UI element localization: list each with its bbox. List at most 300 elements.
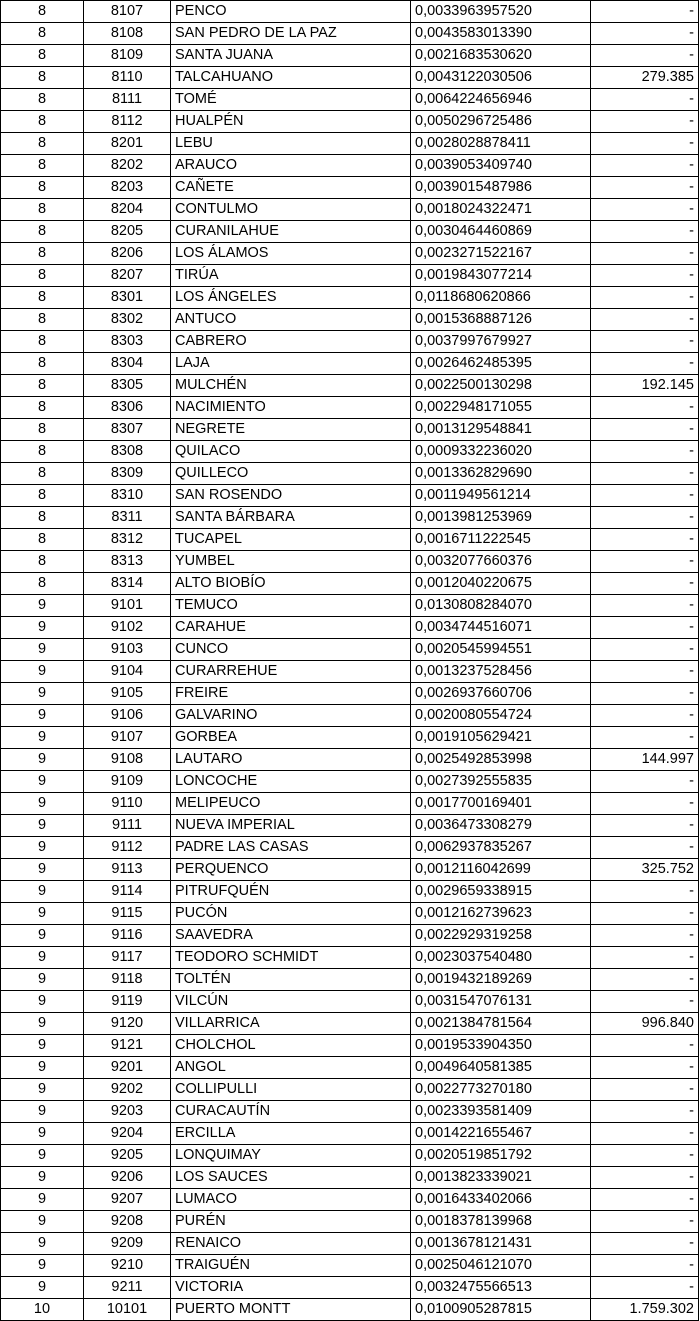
- amount-cell: -: [591, 265, 699, 287]
- coefficient-cell: 0,0036473308279: [411, 815, 591, 837]
- amount-cell: -: [591, 1167, 699, 1189]
- region-cell: 8: [1, 67, 84, 89]
- commune-name-cell: ERCILLA: [171, 1123, 411, 1145]
- commune-code-cell: 9112: [84, 837, 171, 859]
- amount-cell: -: [591, 771, 699, 793]
- commune-code-cell: 8207: [84, 265, 171, 287]
- commune-name-cell: ALTO BIOBÍO: [171, 573, 411, 595]
- region-cell: 8: [1, 551, 84, 573]
- commune-code-cell: 8201: [84, 133, 171, 155]
- table-row: [1, 1123, 699, 1145]
- region-cell: 8: [1, 573, 84, 595]
- commune-name-cell: LONQUIMAY: [171, 1145, 411, 1167]
- coefficient-cell: 0,0022500130298: [411, 375, 591, 397]
- commune-code-cell: 9111: [84, 815, 171, 837]
- region-cell: 8: [1, 353, 84, 375]
- region-cell: 8: [1, 331, 84, 353]
- table-row: [1, 507, 699, 529]
- region-cell: 9: [1, 1057, 84, 1079]
- commune-name-cell: GALVARINO: [171, 705, 411, 727]
- coefficient-cell: 0,0021683530620: [411, 45, 591, 67]
- amount-cell: -: [591, 287, 699, 309]
- table-row: [1, 947, 699, 969]
- commune-name-cell: TRAIGUÉN: [171, 1255, 411, 1277]
- commune-code-cell: 8310: [84, 485, 171, 507]
- commune-code-cell: 9119: [84, 991, 171, 1013]
- commune-code-cell: 9116: [84, 925, 171, 947]
- region-cell: 9: [1, 881, 84, 903]
- region-cell: 9: [1, 1013, 84, 1035]
- amount-cell: -: [591, 331, 699, 353]
- commune-name-cell: LEBU: [171, 133, 411, 155]
- coefficient-cell: 0,0021384781564: [411, 1013, 591, 1035]
- amount-cell: -: [591, 661, 699, 683]
- commune-code-cell: 8108: [84, 23, 171, 45]
- coefficient-cell: 0,0039015487986: [411, 177, 591, 199]
- amount-cell: -: [591, 441, 699, 463]
- commune-name-cell: SANTA BÁRBARA: [171, 507, 411, 529]
- region-cell: 10: [1, 1299, 84, 1321]
- commune-code-cell: 9102: [84, 617, 171, 639]
- commune-name-cell: PUCÓN: [171, 903, 411, 925]
- coefficient-cell: 0,0019533904350: [411, 1035, 591, 1057]
- commune-name-cell: TEMUCO: [171, 595, 411, 617]
- commune-name-cell: PURÉN: [171, 1211, 411, 1233]
- coefficient-cell: 0,0013823339021: [411, 1167, 591, 1189]
- region-cell: 9: [1, 1145, 84, 1167]
- coefficient-cell: 0,0130808284070: [411, 595, 591, 617]
- region-cell: 9: [1, 661, 84, 683]
- region-cell: 9: [1, 639, 84, 661]
- commune-code-cell: 9107: [84, 727, 171, 749]
- amount-cell: -: [591, 573, 699, 595]
- region-cell: 9: [1, 947, 84, 969]
- commune-code-cell: 8305: [84, 375, 171, 397]
- region-cell: 9: [1, 793, 84, 815]
- amount-cell: -: [591, 727, 699, 749]
- commune-code-cell: 9103: [84, 639, 171, 661]
- table-row: [1, 221, 699, 243]
- region-cell: 9: [1, 1079, 84, 1101]
- commune-name-cell: PUERTO MONTT: [171, 1299, 411, 1321]
- table-row: [1, 89, 699, 111]
- commune-code-cell: 9113: [84, 859, 171, 881]
- coefficient-cell: 0,0012040220675: [411, 573, 591, 595]
- commune-code-cell: 8203: [84, 177, 171, 199]
- amount-cell: -: [591, 221, 699, 243]
- amount-cell: -: [591, 23, 699, 45]
- coefficient-cell: 0,0013981253969: [411, 507, 591, 529]
- region-cell: 8: [1, 463, 84, 485]
- region-cell: 8: [1, 199, 84, 221]
- region-cell: 8: [1, 45, 84, 67]
- region-cell: 9: [1, 1211, 84, 1233]
- commune-name-cell: YUMBEL: [171, 551, 411, 573]
- amount-cell: -: [591, 595, 699, 617]
- amount-cell: 279.385: [591, 67, 699, 89]
- coefficient-cell: 0,0037997679927: [411, 331, 591, 353]
- table-row: [1, 925, 699, 947]
- table-row: [1, 243, 699, 265]
- commune-name-cell: NUEVA IMPERIAL: [171, 815, 411, 837]
- commune-code-cell: 9110: [84, 793, 171, 815]
- amount-cell: -: [591, 1079, 699, 1101]
- commune-code-cell: 9205: [84, 1145, 171, 1167]
- commune-code-cell: 9208: [84, 1211, 171, 1233]
- amount-cell: -: [591, 133, 699, 155]
- coefficient-cell: 0,0025492853998: [411, 749, 591, 771]
- table-row: [1, 265, 699, 287]
- region-cell: 9: [1, 771, 84, 793]
- commune-name-cell: PENCO: [171, 1, 411, 23]
- commune-name-cell: GORBEA: [171, 727, 411, 749]
- amount-cell: -: [591, 683, 699, 705]
- commune-code-cell: 9210: [84, 1255, 171, 1277]
- region-cell: 9: [1, 1233, 84, 1255]
- amount-cell: -: [591, 837, 699, 859]
- commune-name-cell: VILCÚN: [171, 991, 411, 1013]
- commune-name-cell: SAN PEDRO DE LA PAZ: [171, 23, 411, 45]
- commune-code-cell: 8308: [84, 441, 171, 463]
- commune-code-cell: 8111: [84, 89, 171, 111]
- commune-code-cell: 8205: [84, 221, 171, 243]
- amount-cell: -: [591, 815, 699, 837]
- commune-code-cell: 9104: [84, 661, 171, 683]
- commune-name-cell: LONCOCHE: [171, 771, 411, 793]
- commune-name-cell: LUMACO: [171, 1189, 411, 1211]
- commune-name-cell: MELIPEUCO: [171, 793, 411, 815]
- region-cell: 8: [1, 111, 84, 133]
- commune-code-cell: 9207: [84, 1189, 171, 1211]
- commune-code-cell: 8306: [84, 397, 171, 419]
- coefficient-cell: 0,0029659338915: [411, 881, 591, 903]
- amount-cell: -: [591, 1145, 699, 1167]
- amount-cell: -: [591, 419, 699, 441]
- commune-code-cell: 9211: [84, 1277, 171, 1299]
- commune-name-cell: CURACAUTÍN: [171, 1101, 411, 1123]
- coefficient-cell: 0,0013362829690: [411, 463, 591, 485]
- commune-code-cell: 9114: [84, 881, 171, 903]
- commune-code-cell: 8312: [84, 529, 171, 551]
- region-cell: 8: [1, 375, 84, 397]
- coefficient-cell: 0,0015368887126: [411, 309, 591, 331]
- region-cell: 8: [1, 89, 84, 111]
- commune-name-cell: SAN ROSENDO: [171, 485, 411, 507]
- amount-cell: -: [591, 1233, 699, 1255]
- coefficient-cell: 0,0012162739623: [411, 903, 591, 925]
- region-cell: 9: [1, 705, 84, 727]
- table-row: [1, 199, 699, 221]
- table-row: [1, 441, 699, 463]
- commune-code-cell: 8309: [84, 463, 171, 485]
- region-cell: 9: [1, 991, 84, 1013]
- table-row: [1, 881, 699, 903]
- table-row: [1, 1299, 699, 1321]
- region-cell: 8: [1, 287, 84, 309]
- commune-name-cell: CHOLCHOL: [171, 1035, 411, 1057]
- amount-cell: -: [591, 903, 699, 925]
- table-row: [1, 309, 699, 331]
- table-row: [1, 67, 699, 89]
- commune-code-cell: 8304: [84, 353, 171, 375]
- amount-cell: -: [591, 177, 699, 199]
- table-row: [1, 815, 699, 837]
- coefficient-cell: 0,0032475566513: [411, 1277, 591, 1299]
- coefficient-cell: 0,0009332236020: [411, 441, 591, 463]
- amount-cell: -: [591, 991, 699, 1013]
- table-row: [1, 155, 699, 177]
- table-row: [1, 353, 699, 375]
- commune-name-cell: ANGOL: [171, 1057, 411, 1079]
- table-row: [1, 1013, 699, 1035]
- table-row: [1, 859, 699, 881]
- amount-cell: -: [591, 199, 699, 221]
- region-cell: 9: [1, 969, 84, 991]
- coefficient-cell: 0,0013237528456: [411, 661, 591, 683]
- commune-name-cell: SAAVEDRA: [171, 925, 411, 947]
- commune-name-cell: TUCAPEL: [171, 529, 411, 551]
- amount-cell: -: [591, 1255, 699, 1277]
- table-row: [1, 969, 699, 991]
- amount-cell: -: [591, 1211, 699, 1233]
- table-row: [1, 903, 699, 925]
- commune-name-cell: TIRÚA: [171, 265, 411, 287]
- region-cell: 9: [1, 617, 84, 639]
- table-row: [1, 23, 699, 45]
- table-row: [1, 485, 699, 507]
- table-row: [1, 1, 699, 23]
- commune-name-cell: QUILACO: [171, 441, 411, 463]
- region-cell: 9: [1, 683, 84, 705]
- commune-name-cell: CURANILAHUE: [171, 221, 411, 243]
- table-row: [1, 1167, 699, 1189]
- region-cell: 8: [1, 243, 84, 265]
- commune-name-cell: TEODORO SCHMIDT: [171, 947, 411, 969]
- table-row: [1, 1079, 699, 1101]
- coefficient-cell: 0,0017700169401: [411, 793, 591, 815]
- region-cell: 9: [1, 859, 84, 881]
- region-cell: 8: [1, 155, 84, 177]
- amount-cell: -: [591, 1277, 699, 1299]
- coefficient-cell: 0,0033963957520: [411, 1, 591, 23]
- commune-name-cell: NACIMIENTO: [171, 397, 411, 419]
- amount-cell: -: [591, 397, 699, 419]
- commune-code-cell: 9101: [84, 595, 171, 617]
- coefficient-cell: 0,0019843077214: [411, 265, 591, 287]
- coefficient-cell: 0,0049640581385: [411, 1057, 591, 1079]
- commune-name-cell: FREIRE: [171, 683, 411, 705]
- coefficient-cell: 0,0043122030506: [411, 67, 591, 89]
- coefficient-cell: 0,0026462485395: [411, 353, 591, 375]
- commune-code-cell: 8313: [84, 551, 171, 573]
- commune-code-cell: 9120: [84, 1013, 171, 1035]
- amount-cell: -: [591, 881, 699, 903]
- commune-code-cell: 8301: [84, 287, 171, 309]
- commune-name-cell: CURARREHUE: [171, 661, 411, 683]
- amount-cell: -: [591, 45, 699, 67]
- table-row: [1, 1035, 699, 1057]
- region-cell: 8: [1, 507, 84, 529]
- region-cell: 9: [1, 925, 84, 947]
- commune-code-cell: 8204: [84, 199, 171, 221]
- coefficient-cell: 0,0020519851792: [411, 1145, 591, 1167]
- coefficient-cell: 0,0016433402066: [411, 1189, 591, 1211]
- commune-name-cell: CARAHUE: [171, 617, 411, 639]
- coefficient-cell: 0,0064224656946: [411, 89, 591, 111]
- coefficient-cell: 0,0011949561214: [411, 485, 591, 507]
- coefficient-cell: 0,0050296725486: [411, 111, 591, 133]
- coefficient-cell: 0,0019432189269: [411, 969, 591, 991]
- commune-code-cell: 8303: [84, 331, 171, 353]
- commune-name-cell: CUNCO: [171, 639, 411, 661]
- commune-name-cell: ARAUCO: [171, 155, 411, 177]
- commune-code-cell: 10101: [84, 1299, 171, 1321]
- coefficient-cell: 0,0023037540480: [411, 947, 591, 969]
- coefficient-cell: 0,0062937835267: [411, 837, 591, 859]
- coefficient-cell: 0,0020545994551: [411, 639, 591, 661]
- table-row: [1, 177, 699, 199]
- amount-cell: 325.752: [591, 859, 699, 881]
- commune-name-cell: LOS ÁLAMOS: [171, 243, 411, 265]
- coefficient-cell: 0,0043583013390: [411, 23, 591, 45]
- table-row: [1, 595, 699, 617]
- commune-code-cell: 9106: [84, 705, 171, 727]
- region-cell: 8: [1, 23, 84, 45]
- table-row: [1, 1255, 699, 1277]
- amount-cell: 192.145: [591, 375, 699, 397]
- amount-cell: -: [591, 155, 699, 177]
- region-cell: 8: [1, 133, 84, 155]
- region-cell: 8: [1, 529, 84, 551]
- commune-name-cell: TALCAHUANO: [171, 67, 411, 89]
- amount-cell: -: [591, 1, 699, 23]
- region-cell: 8: [1, 1, 84, 23]
- table-row: [1, 793, 699, 815]
- coefficient-cell: 0,0028028878411: [411, 133, 591, 155]
- coefficient-cell: 0,0020080554724: [411, 705, 591, 727]
- commune-code-cell: 9115: [84, 903, 171, 925]
- coefficient-cell: 0,0023393581409: [411, 1101, 591, 1123]
- table-row: [1, 463, 699, 485]
- table-row: [1, 1189, 699, 1211]
- coefficient-cell: 0,0022773270180: [411, 1079, 591, 1101]
- amount-cell: -: [591, 925, 699, 947]
- coefficient-cell: 0,0039053409740: [411, 155, 591, 177]
- table-row: [1, 1233, 699, 1255]
- commune-name-cell: CONTULMO: [171, 199, 411, 221]
- commune-code-cell: 8307: [84, 419, 171, 441]
- amount-cell: -: [591, 309, 699, 331]
- coefficient-cell: 0,0032077660376: [411, 551, 591, 573]
- amount-cell: -: [591, 1101, 699, 1123]
- coefficient-cell: 0,0118680620866: [411, 287, 591, 309]
- table-row: [1, 705, 699, 727]
- table-row: [1, 617, 699, 639]
- amount-cell: -: [591, 463, 699, 485]
- commune-name-cell: HUALPÉN: [171, 111, 411, 133]
- commune-code-cell: 9121: [84, 1035, 171, 1057]
- coefficient-cell: 0,0019105629421: [411, 727, 591, 749]
- amount-cell: -: [591, 1189, 699, 1211]
- commune-code-cell: 9108: [84, 749, 171, 771]
- table-row: [1, 683, 699, 705]
- coefficient-cell: 0,0030464460869: [411, 221, 591, 243]
- coefficient-cell: 0,0034744516071: [411, 617, 591, 639]
- region-cell: 8: [1, 265, 84, 287]
- table-row: [1, 551, 699, 573]
- commune-code-cell: 8109: [84, 45, 171, 67]
- amount-cell: 144.997: [591, 749, 699, 771]
- commune-name-cell: CAÑETE: [171, 177, 411, 199]
- coefficient-cell: 0,0013678121431: [411, 1233, 591, 1255]
- region-cell: 8: [1, 177, 84, 199]
- commune-name-cell: COLLIPULLI: [171, 1079, 411, 1101]
- amount-cell: -: [591, 705, 699, 727]
- commune-code-cell: 9105: [84, 683, 171, 705]
- region-cell: 8: [1, 441, 84, 463]
- region-cell: 9: [1, 749, 84, 771]
- amount-cell: -: [591, 529, 699, 551]
- commune-name-cell: NEGRETE: [171, 419, 411, 441]
- coefficient-cell: 0,0018378139968: [411, 1211, 591, 1233]
- table-row: [1, 375, 699, 397]
- region-cell: 8: [1, 309, 84, 331]
- table-row: [1, 749, 699, 771]
- commune-name-cell: QUILLECO: [171, 463, 411, 485]
- commune-name-cell: ANTUCO: [171, 309, 411, 331]
- amount-cell: -: [591, 485, 699, 507]
- region-cell: 8: [1, 221, 84, 243]
- commune-name-cell: PERQUENCO: [171, 859, 411, 881]
- region-cell: 9: [1, 1035, 84, 1057]
- commune-code-cell: 9117: [84, 947, 171, 969]
- coefficient-cell: 0,0026937660706: [411, 683, 591, 705]
- commune-code-cell: 8206: [84, 243, 171, 265]
- commune-name-cell: MULCHÉN: [171, 375, 411, 397]
- coefficient-cell: 0,0027392555835: [411, 771, 591, 793]
- table-row: [1, 45, 699, 67]
- region-cell: 9: [1, 1101, 84, 1123]
- table-row: [1, 1101, 699, 1123]
- table-row: [1, 397, 699, 419]
- amount-cell: -: [591, 1123, 699, 1145]
- table-row: [1, 727, 699, 749]
- amount-cell: -: [591, 969, 699, 991]
- table-row: [1, 133, 699, 155]
- table-row: [1, 771, 699, 793]
- amount-cell: -: [591, 793, 699, 815]
- coefficient-cell: 0,0018024322471: [411, 199, 591, 221]
- region-cell: 9: [1, 1167, 84, 1189]
- commune-name-cell: LOS ÁNGELES: [171, 287, 411, 309]
- table-row: [1, 1145, 699, 1167]
- table-row: [1, 991, 699, 1013]
- coefficient-cell: 0,0016711222545: [411, 529, 591, 551]
- amount-cell: -: [591, 617, 699, 639]
- table-body: [1, 1, 699, 1321]
- region-cell: 9: [1, 903, 84, 925]
- amount-cell: -: [591, 89, 699, 111]
- coefficient-cell: 0,0014221655467: [411, 1123, 591, 1145]
- commune-name-cell: LAUTARO: [171, 749, 411, 771]
- table-row: [1, 573, 699, 595]
- commune-code-cell: 9118: [84, 969, 171, 991]
- commune-code-cell: 9202: [84, 1079, 171, 1101]
- region-cell: 9: [1, 1255, 84, 1277]
- amount-cell: -: [591, 947, 699, 969]
- region-cell: 8: [1, 419, 84, 441]
- commune-name-cell: PADRE LAS CASAS: [171, 837, 411, 859]
